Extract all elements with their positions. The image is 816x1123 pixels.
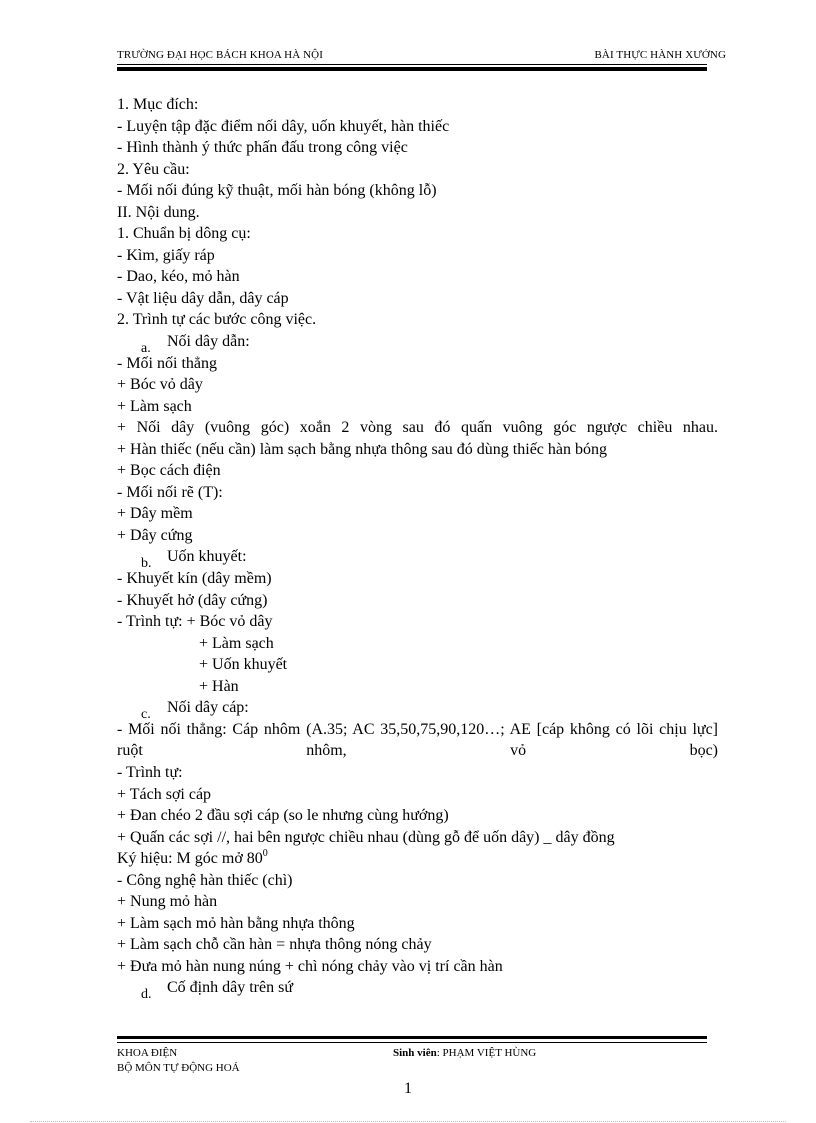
text-line: + Uốn khuyết: [199, 656, 288, 674]
text-line: + Hàn thiếc (nếu cần) làm sạch bằng nhựa thông sau đó dùng thiếc hàn bóng: [117, 440, 607, 458]
page-number: 1: [404, 1080, 412, 1097]
student-label: Sinh viên: [393, 1047, 437, 1059]
subheading-d: d. Cố định dây trên sứ: [117, 977, 718, 999]
list-marker: a.: [141, 341, 151, 357]
list-marker: c.: [141, 707, 151, 723]
header-course: BÀI THỰC HÀNH XƯỞNG: [594, 49, 726, 61]
footer-rule-thin: [117, 1042, 707, 1043]
text-line: + Làm sạch mỏ hàn bằng nhựa thông: [117, 914, 355, 932]
text-line: + Làm sạch: [199, 634, 274, 652]
header-school: TRƯỜNG ĐẠI HỌC BÁCH KHOA HÀ NỘI: [117, 49, 323, 61]
text-line: + Dây mềm: [117, 505, 193, 523]
footer-rule-thick: [117, 1036, 707, 1039]
text-line: - Khuyết kín (dây mềm): [117, 570, 272, 588]
header-rule-thin: [117, 64, 707, 65]
text-line: + Bọc cách điện: [117, 462, 221, 480]
text-line: - Mối nối rẽ (T):: [117, 483, 223, 501]
text-line: + Nung mỏ hàn: [117, 893, 218, 911]
text-line: + Tách sợi cáp: [117, 785, 212, 803]
text-line: - Hình thành ý thức phấn đấu trong công việc: [117, 139, 408, 157]
text-line: - Vật liệu dây dẫn, dây cáp: [117, 289, 289, 307]
list-marker: b.: [141, 556, 152, 572]
text-line: - Luyện tập đặc điểm nối dây, uốn khuyết, hàn thiếc: [117, 117, 450, 135]
text-line: + Đan chéo 2 đầu sợi cáp (so le nhưng cùng hướng): [117, 807, 449, 825]
text-line: - Mối nối thẳng: [117, 354, 217, 372]
footer-student: [393, 1047, 536, 1059]
text-line: 1. Chuẩn bị dông cụ:: [117, 225, 251, 243]
footer-division: BỘ MÔN TỰ ĐỘNG HOÁ: [117, 1062, 240, 1074]
text-line: 1. Mục đích:: [117, 96, 199, 113]
text-line: + Làm sạch: [117, 397, 192, 415]
text-line: - Trình tự: + Bóc vỏ dây: [117, 613, 273, 631]
text-line: + Bóc vỏ dây: [117, 376, 203, 394]
header-rule-thick: [117, 67, 707, 71]
text-line: - Công nghệ hàn thiếc (chì): [117, 871, 293, 889]
text-line: 2. Yêu cầu:: [117, 160, 190, 178]
text-line: + Đưa mỏ hàn nung núng + chì nóng chảy vào vị trí cần hàn: [117, 957, 503, 975]
subheading-c: c. Nối dây cáp:: [117, 697, 718, 719]
student-name: : PHẠM VIỆT HÙNG: [436, 1047, 537, 1059]
text-line: - Trình tự:: [117, 763, 183, 781]
text-line: + Làm sạch chỗ cần hàn = nhựa thông nóng chảy: [117, 936, 432, 954]
subheading-a: a. Nối dây dẫn:: [117, 331, 718, 353]
text-line: - Mối nối đúng kỹ thuật, mối hàn bóng (không lỗ): [117, 182, 437, 200]
text-line: + Nối dây (vuông góc) xoắn 2 vòng sau đó quấn vuông góc ngược chiều nhau.: [117, 419, 718, 437]
text-line: - Dao, kéo, mỏ hàn: [117, 268, 240, 286]
text-line: - Kìm, giấy ráp: [117, 246, 215, 264]
footer-dept: KHOA ĐIỆN: [117, 1047, 178, 1059]
text-line: Ký hiệu: M góc mở $80^0$: [117, 848, 268, 868]
subheading-b: b. Uốn khuyết:: [117, 546, 718, 568]
text-line: - Mối nối thẳng: Cáp nhôm (A.35; AC 35,50,75,90,120…; AE [cáp không có lõi chịu lực] ruột nhôm, vỏ bọc): [117, 720, 718, 760]
text-line: + Dây cứng: [117, 526, 193, 544]
text-line: II. Nội dung.: [117, 203, 200, 221]
degree-superscript: 0: [262, 848, 268, 860]
text-line: 2. Trình tự các bước công việc.: [117, 311, 317, 329]
text-line: + Hàn: [199, 677, 239, 695]
text-line: + Quấn các sợi //, hai bên ngược chiều nhau (dùng gỗ để uốn dây) _ dây đồng: [117, 828, 615, 846]
list-marker: d.: [141, 987, 152, 1003]
page-edge-divider: [30, 1121, 786, 1122]
document-body: [117, 94, 718, 1003]
text-line: - Khuyết hở (dây cứng): [117, 591, 268, 609]
